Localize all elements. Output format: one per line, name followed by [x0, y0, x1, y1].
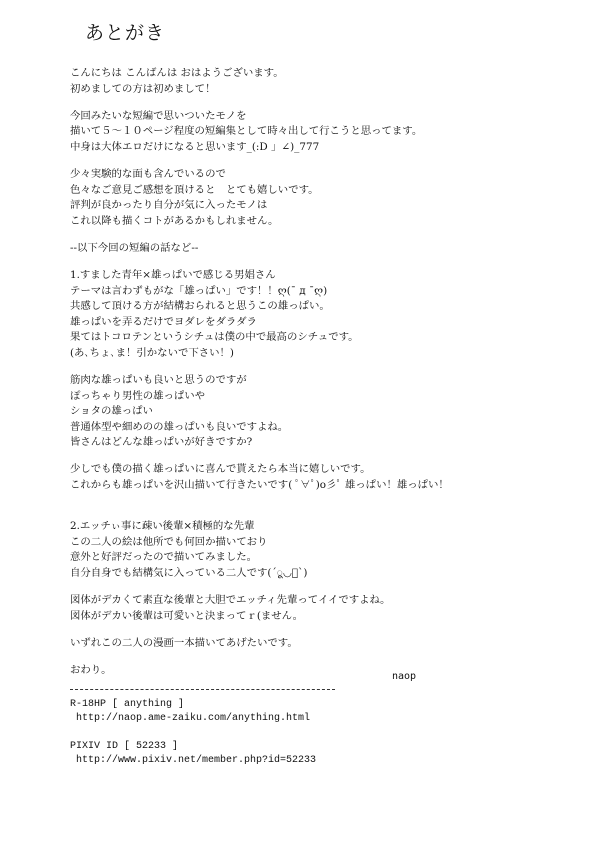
text-line: 果てはトコロテンというシチュは僕の中で最高のシチュです。	[70, 331, 359, 344]
paragraph-future	[70, 636, 550, 652]
paragraph-end	[70, 663, 550, 679]
pixiv-url[interactable]: http://www.pixiv.net/member.php?id=52233	[76, 755, 317, 766]
dashed-divider	[70, 689, 335, 690]
author-signature: naop	[392, 671, 417, 682]
text-line: 初めましての方は初めまして！	[70, 82, 216, 95]
homepage-url[interactable]: http://naop.ame-zaiku.com/anything.html	[76, 713, 311, 724]
paragraph-intro	[70, 109, 550, 156]
text-line: 共感して頂ける方が結構おられると思うこの雄っぱい。	[70, 300, 330, 313]
text-line: 今回みたいな短編で思いついたモノを	[70, 109, 247, 122]
text-line: 意外と好評だったので描いてみました。	[70, 551, 258, 564]
link-label: R-18HP [ anything ]	[70, 699, 185, 710]
links-section	[70, 686, 335, 782]
link-block-homepage	[70, 698, 335, 726]
text-line: 2.エッチぃ事に疎い後輩×積極的な先輩	[70, 520, 255, 533]
afterword-body	[70, 66, 550, 690]
text-line: この二人の絵は他所でも何回か描いており	[70, 535, 268, 548]
paragraph-feedback	[70, 167, 550, 229]
text-line: 中身は大体エロだけになると思います_(:D 」∠)_777	[70, 140, 320, 153]
text-line: 1.すました青年×雄っぱいで感じる男娼さん	[70, 268, 276, 281]
text-line: 描いて５～１０ページ程度の短編集として時々出して行こうと思ってます。	[70, 125, 423, 138]
link-block-pixiv	[70, 740, 335, 768]
text-line: おわり。	[70, 663, 112, 676]
text-line: 皆さんはどんな雄っぱいが好きですか?	[70, 436, 253, 449]
paragraph-greeting	[70, 66, 550, 97]
text-line: (あ､ちょ､ま！引かないで下さい！)	[70, 346, 234, 359]
paragraph-story-2	[70, 519, 550, 581]
text-line: これ以降も描くコトがあるかもしれません。	[70, 214, 279, 227]
paragraph-section-heading	[70, 241, 550, 257]
text-line: 図体がデカくて素直な後輩と大胆でエッチィ先輩ってイイですよね。	[70, 594, 391, 607]
text-line: 少々実験的な面も含んでいるので	[70, 167, 226, 180]
paragraph-story-2-detail	[70, 593, 550, 624]
text-line: 雄っぱいを弄るだけでヨダレをダラダラ	[70, 315, 257, 328]
text-line: 色々なご意見ご感想を頂けると とても嬉しいです。	[70, 183, 319, 196]
text-line: ショタの雄っぱい	[70, 405, 153, 418]
paragraph-story-1-detail	[70, 373, 550, 451]
text-line: 評判が良かったり自分が気に入ったモノは	[70, 199, 268, 212]
text-line: いずれこの二人の漫画一本描いてあげたいです。	[70, 636, 298, 649]
text-line: テーマは言わずもがな「雄っぱい」です！！ღ(¯ д ¯ღ)	[70, 284, 328, 297]
paragraph-story-1-closing	[70, 462, 550, 493]
text-line: 少しでも僕の描く雄っぱいに喜んで貰えたら本当に嬉しいです。	[70, 463, 371, 476]
link-label: PIXIV ID [ 52233 ]	[70, 741, 179, 752]
text-line: 図体がデカい後輩は可愛いと決まってｒ(ません。	[70, 609, 304, 622]
text-line: 自分自身でも結構気に入っている二人です(´ू◡ू`)	[70, 566, 308, 579]
page-title: あとがき	[85, 22, 166, 44]
text-line: こんにちは こんばんは おはようございます。	[70, 67, 284, 79]
text-line: これからも雄っぱいを沢山描いて行きたいです( ﾟ∀ﾟ)o彡ﾟ 雄っぱい！雄っぱい！	[70, 479, 449, 492]
section-gap	[70, 505, 550, 519]
paragraph-story-1	[70, 268, 550, 362]
text-line: 筋肉な雄っぱいも良いと思うのですが	[70, 374, 247, 386]
text-line: 普通体型や細めのの雄っぱいも良いですよね。	[70, 420, 289, 433]
text-line: --以下今回の短編の話など--	[70, 241, 199, 254]
text-line: ぽっちゃり男性の雄っぱいや	[70, 389, 206, 402]
